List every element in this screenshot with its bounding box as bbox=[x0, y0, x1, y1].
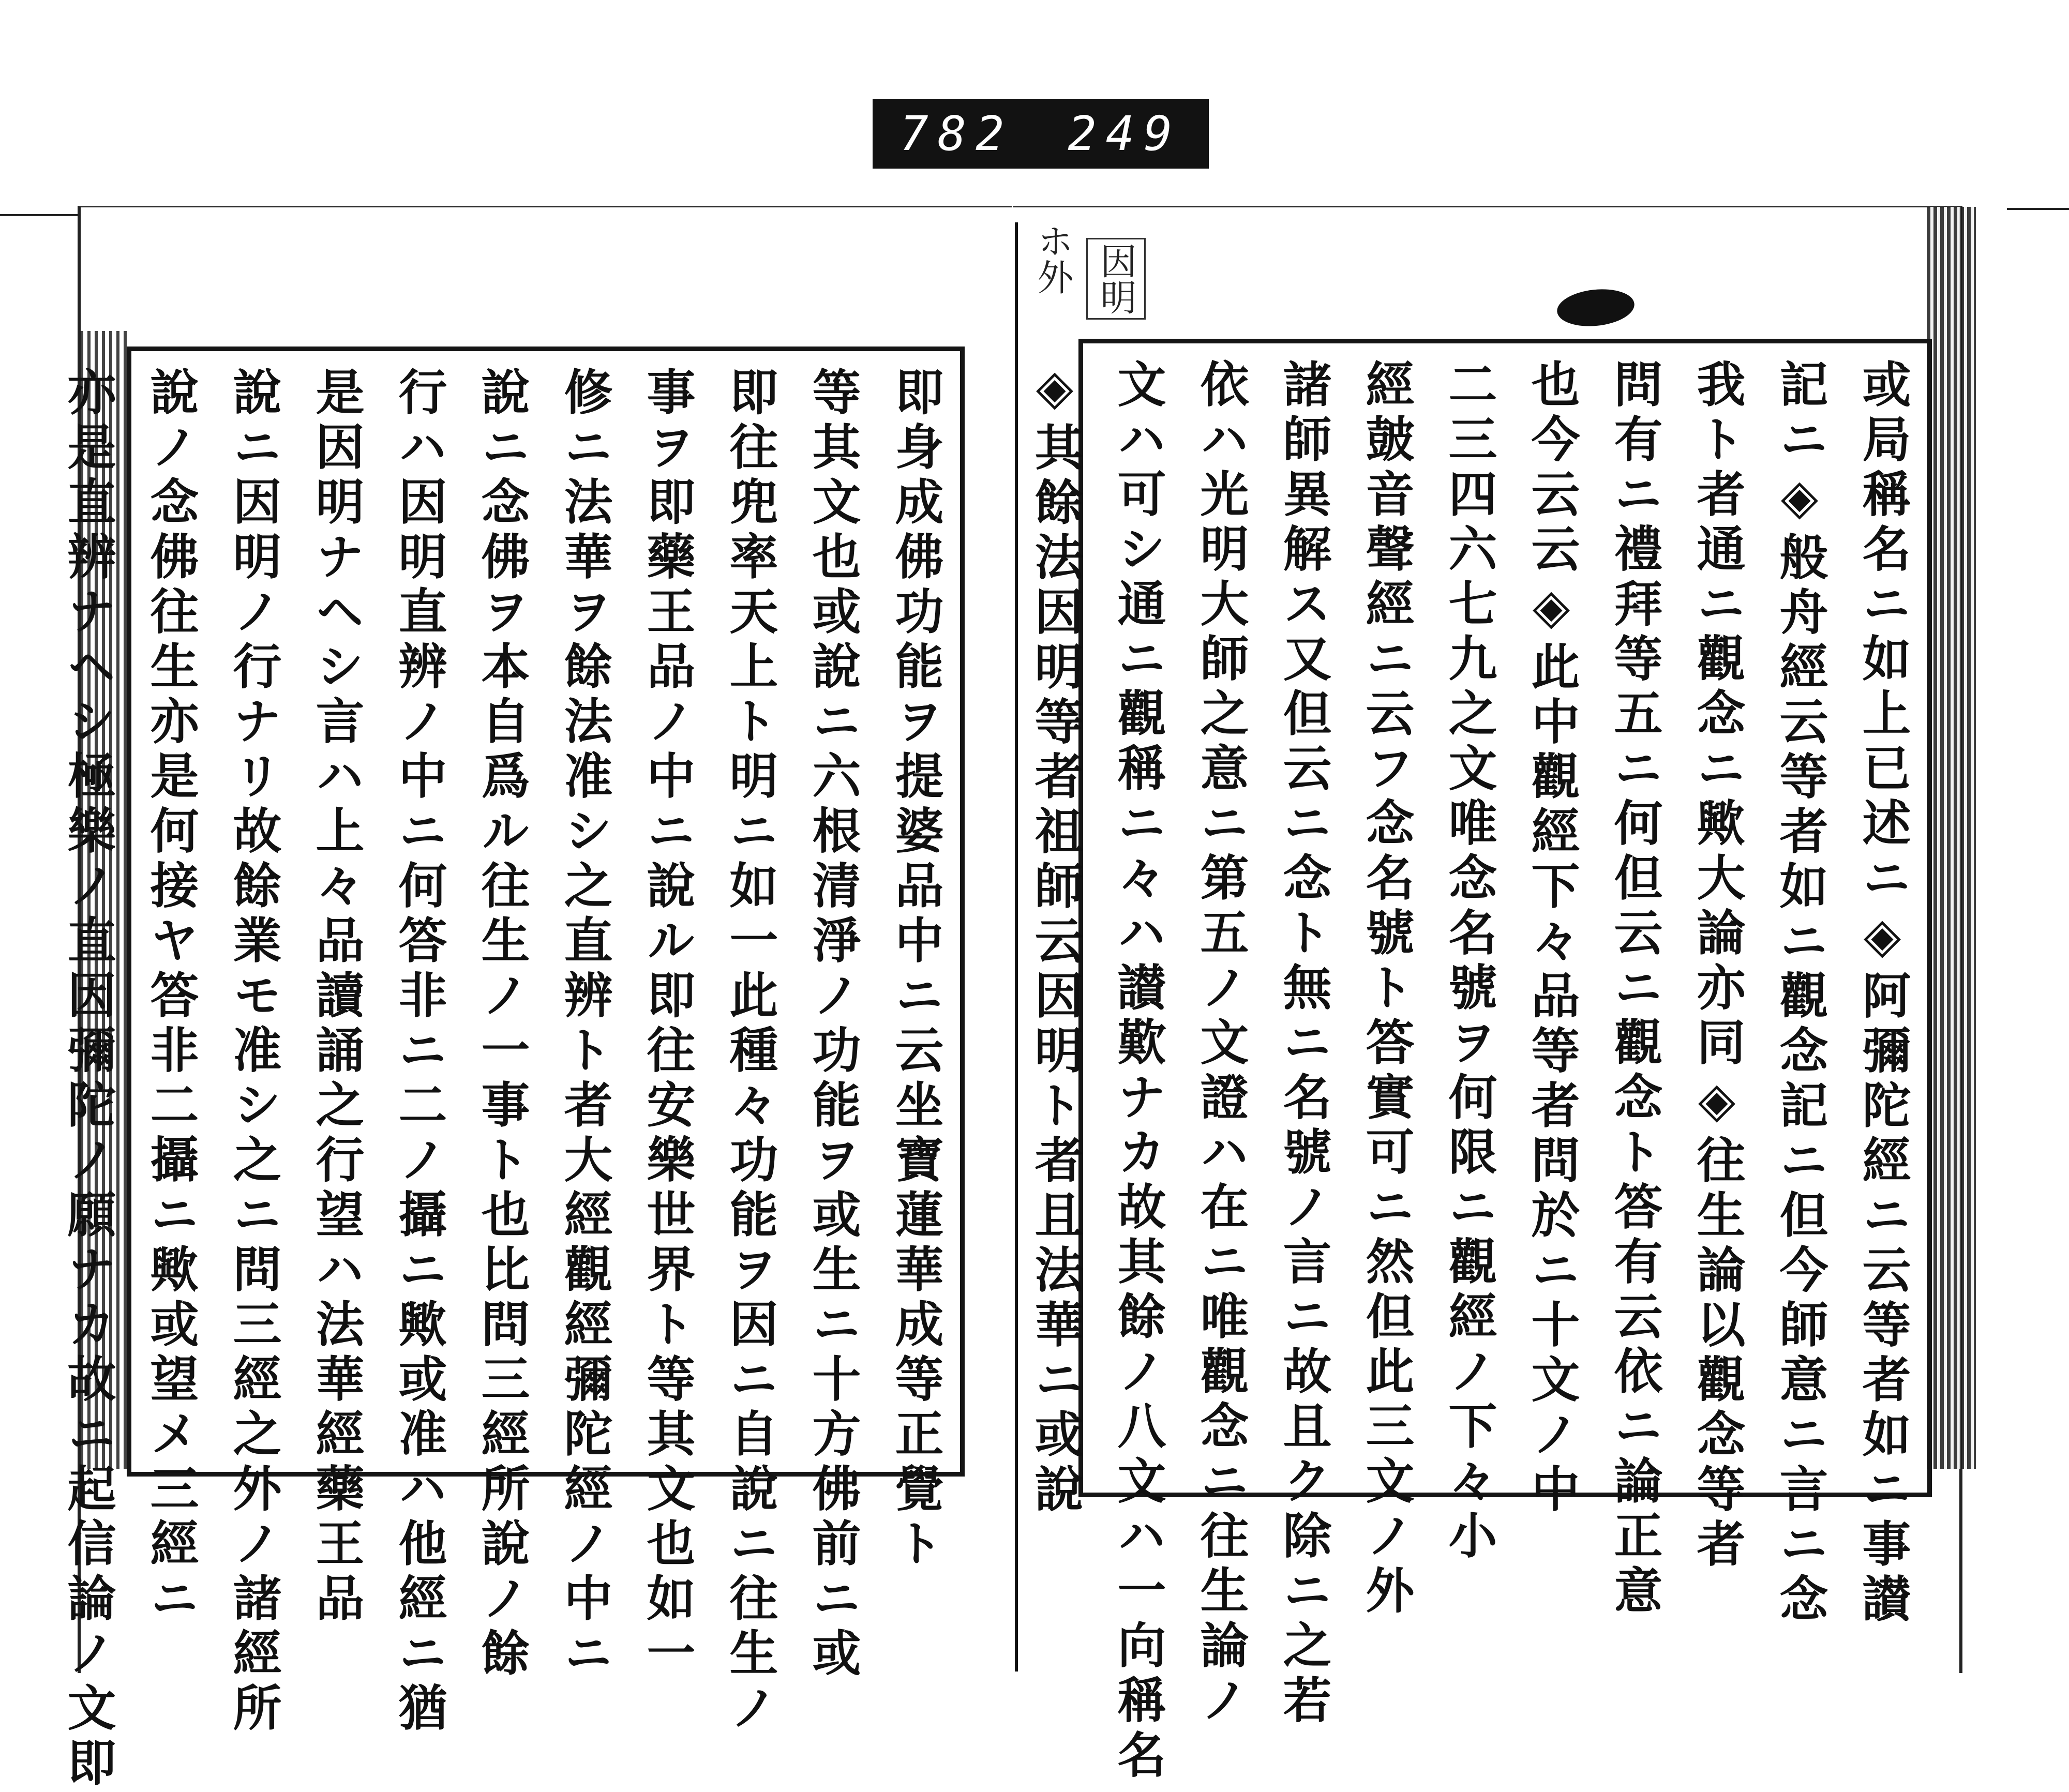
archive-stamp bbox=[873, 99, 1209, 169]
text-column: 修ニ法華ヲ餘法准シ之直辨ト者大經觀經彌陀經ノ中ニ bbox=[556, 367, 612, 1682]
text-column: 我ト者通ニ觀念ニ歟大論亦同◈往生論以觀念等者 bbox=[1688, 359, 1745, 1573]
left-page-text-frame bbox=[59, 347, 965, 1792]
text-column: 說ノ念佛往生亦是何接ヤ答非二攝ニ歟或望メ三經ニ bbox=[142, 367, 199, 1628]
text-column: ◈其餘法因明等者祖師云因明ト者且法華ニ或說 bbox=[1026, 359, 1083, 1518]
text-column: 即往兜率天上ト明ニ如一此種々功能ヲ因ニ自說ニ往生ノ bbox=[721, 367, 778, 1737]
margin-annotation: ホ外 bbox=[1031, 222, 1074, 295]
scan-rule-right bbox=[2007, 208, 2069, 210]
text-column: 行ハ因明直辨ノ中ニ何答非ニ二ノ攝ニ歟或准ハ他經ニ猶 bbox=[390, 367, 447, 1737]
stamp-number-right: 249 bbox=[1068, 106, 1182, 161]
text-column: 經皷音聲經ニ云フ念名號ト答實可ニ然但此三文ノ外 bbox=[1357, 359, 1414, 1620]
text-column: 是因明ナヘシ言ハ上々品讀誦之行望ハ法華經藥王品 bbox=[307, 367, 364, 1628]
text-column: 文ハ可シ通ニ觀稱ニ々ハ讃歎ナカ故其餘ノ八文ハ一向稱名 bbox=[1109, 359, 1166, 1784]
text-column: 說ニ因明ノ行ナリ故餘業モ准シ之ニ問三經之外ノ諸經所 bbox=[224, 367, 281, 1737]
text-column: 也今云云◈此中觀經下々品等者問於ニ十文ノ中 bbox=[1523, 359, 1580, 1518]
right-page-text-frame bbox=[1026, 339, 1932, 1784]
text-column: 問有ニ禮拜等五ニ何但云ニ觀念ト答有云依ニ論正意 bbox=[1606, 359, 1662, 1620]
text-column: 或局稱名ニ如上已述ニ◈阿彌陀經ニ云等者如ニ事讃 bbox=[1854, 359, 1911, 1628]
text-column: 等其文也或說ニ六根清淨ノ功能ヲ或生ニ十方佛前ニ或 bbox=[804, 367, 861, 1682]
text-column: 二三四六七九之文唯念名號ヲ何限ニ觀經ノ下々小 bbox=[1440, 359, 1497, 1565]
right-book-edge bbox=[1927, 207, 1976, 1469]
margin-annotation-boxed: 因明 bbox=[1086, 238, 1146, 320]
text-column: 即身成佛功能ヲ提婆品中ニ云坐寶蓮華成等正覺ト bbox=[887, 367, 943, 1573]
text-column: 說ニ念佛ヲ本自爲ル往生ノ一事ト也比問三經所說ノ餘 bbox=[473, 367, 530, 1682]
stamp-number-left: 782 bbox=[899, 106, 1014, 161]
text-column: 諸師異解ス又但云ニ念ト無ニ名號ノ言ニ故且ク除ニ之若 bbox=[1275, 359, 1331, 1729]
text-column: 事ヲ即藥王品ノ中ニ說ル即往安樂世界ト等其文也如一 bbox=[638, 367, 695, 1682]
left-page-text-block bbox=[29, 367, 943, 1792]
right-page-text-block bbox=[996, 359, 1911, 1784]
scan-rule-left bbox=[0, 214, 83, 216]
text-column: 亦是直辨ナヘシ極樂ノ直因彌陀ノ願ナカ故ニ起信論ノ文即 bbox=[59, 367, 116, 1792]
text-column: 依ハ光明大師之意ニ第五ノ文證ハ在ニ唯觀念ニ往生論ノ bbox=[1192, 359, 1249, 1729]
text-column: 記ニ◈般舟經云等者如ニ觀念記ニ但今師意ニ言ニ念 bbox=[1771, 359, 1828, 1628]
